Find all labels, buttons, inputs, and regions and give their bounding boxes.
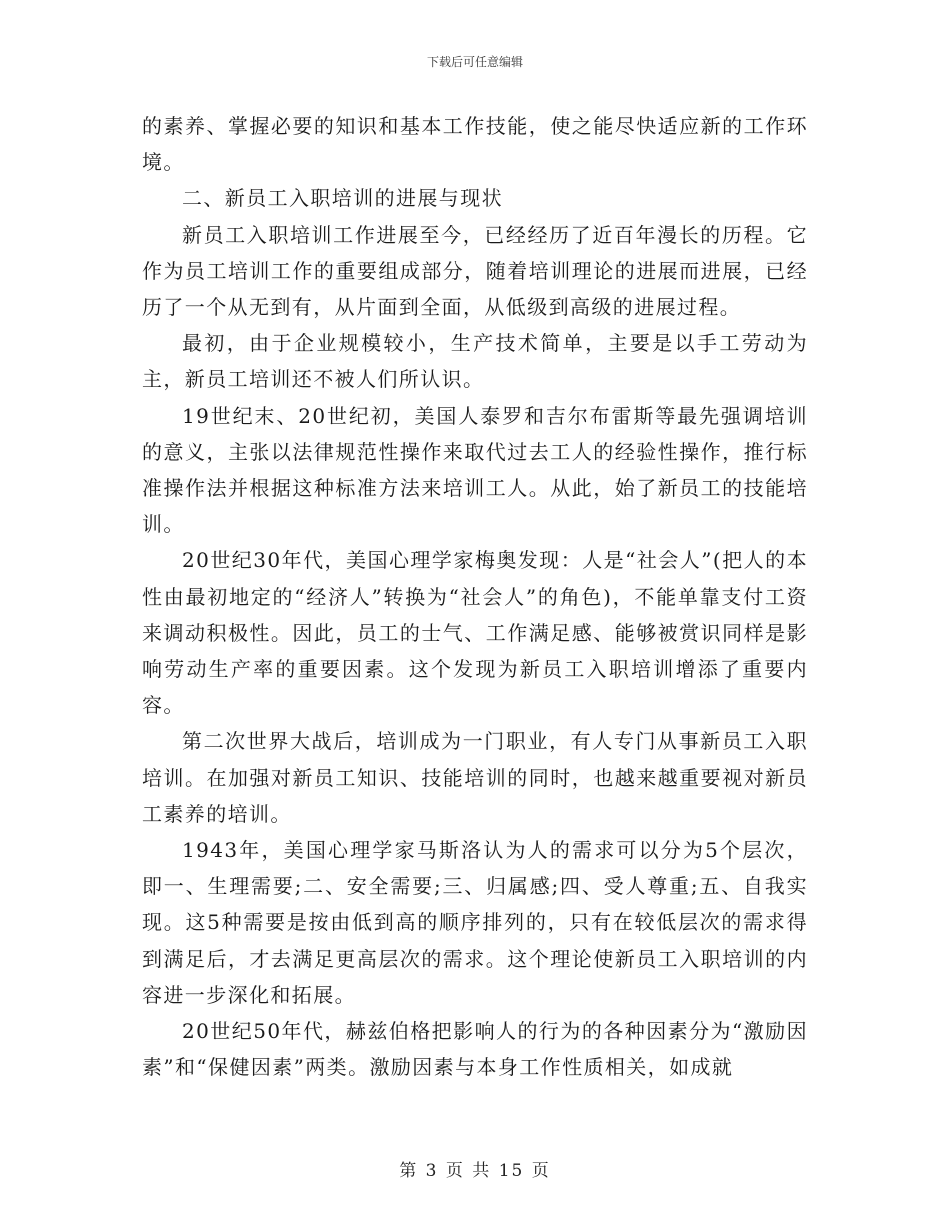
paragraph: 新员工入职培训工作进展至今，已经经历了近百年漫长的历程。它作为员工培训工作的重要组成部分，随着培训理论的进展而进展，已经历了一个从无到有，从片面到全面，从低级到高级的进展过程。 [142,222,808,320]
paragraph: 19世纪末、20世纪初，美国人泰罗和吉尔布雷斯等最先强调培训的意义，主张以法律规范性操作来取代过去工人的经验性操作，推行标准操作法并根据这种标准方法来培训工人。从此，始了新员工的技能培训。 [142,403,808,537]
paragraph: 1943年，美国心理学家马斯洛认为人的需求可以分为5个层次，即一、生理需要;二、安全需要;三、归属感;四、受人尊重;五、自我实现。这5种需要是按由低到高的顺序排列的，只有在较低层次的需求得到满足后，才去满足更高层次的需求。这个理论使新员工入职培训的内容进一步深化和拓展。 [142,838,808,1007]
page-header: 下载后可任意编辑 [426,55,523,69]
page-footer: 第 3 页 共 15 页 [399,1161,551,1181]
paragraph: 第二次世界大战后，培训成为一门职业，有人专门从事新员工入职培训。在加强对新员工知识、技能培训的同时，也越来越重要视对新员工素养的培训。 [142,729,808,826]
document-body [142,108,808,1085]
paragraph: 20世纪30年代，美国心理学家梅奥发现：人是“社会人”(把人的本性由最初地定的“经济人”转换为“社会人”的角色)，不能单靠支付工资来调动积极性。因此，员工的士气、工作满足感、能够被赏识同样是影响劳动生产率的重要因素。这个发现为新员工入职培训增添了重要内容。 [142,548,808,718]
section-heading: 二、新员工入职培训的进展与现状 [182,186,503,211]
paragraph: 最初，由于企业规模较小，生产技术简单，主要是以手工劳动为主，新员工培训还不被人们所认识。 [142,331,808,392]
paragraph: 20世纪50年代，赫兹伯格把影响人的行为的各种因素分为“激励因素”和“保健因素”两类。激励因素与本身工作性质相关，如成就 [142,1019,808,1080]
paragraph-continuation: 的素养、掌握必要的知识和基本工作技能，使之能尽快适应新的工作环境。 [142,114,808,175]
